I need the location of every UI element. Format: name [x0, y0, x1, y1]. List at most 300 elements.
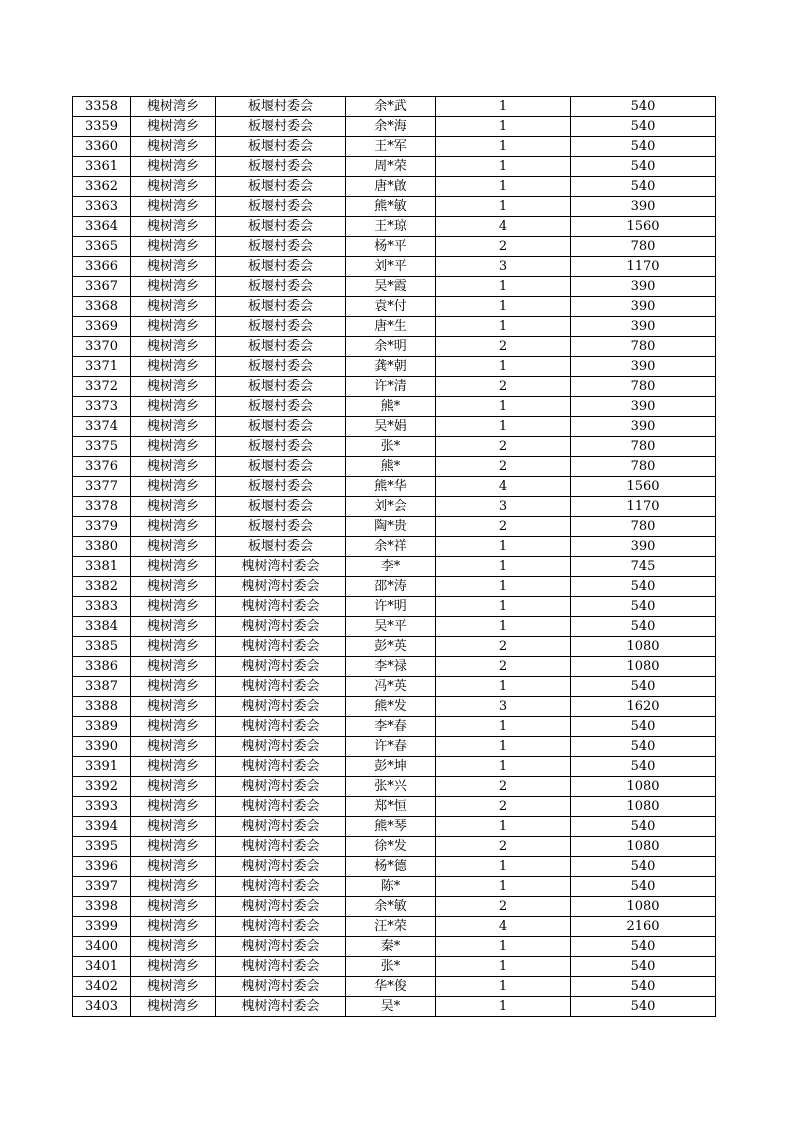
- village-committee-cell: 板堰村委会: [216, 197, 346, 217]
- amount-cell: 1170: [571, 497, 716, 517]
- table-row: [73, 657, 716, 677]
- count-cell: 1: [436, 137, 571, 157]
- amount-cell: 540: [571, 137, 716, 157]
- table-row: [73, 617, 716, 637]
- row-number-cell: 3373: [73, 397, 131, 417]
- row-number-cell: 3381: [73, 557, 131, 577]
- row-number-cell: 3392: [73, 777, 131, 797]
- township-cell: 槐树湾乡: [131, 417, 216, 437]
- name-cell: 许*春: [346, 737, 436, 757]
- amount-cell: 540: [571, 817, 716, 837]
- village-committee-cell: 板堰村委会: [216, 257, 346, 277]
- name-cell: 徐*发: [346, 837, 436, 857]
- township-cell: 槐树湾乡: [131, 977, 216, 997]
- amount-cell: 540: [571, 937, 716, 957]
- row-number-cell: 3393: [73, 797, 131, 817]
- name-cell: 华*俊: [346, 977, 436, 997]
- amount-cell: 540: [571, 857, 716, 877]
- count-cell: 1: [436, 277, 571, 297]
- township-cell: 槐树湾乡: [131, 677, 216, 697]
- township-cell: 槐树湾乡: [131, 697, 216, 717]
- village-committee-cell: 槐树湾村委会: [216, 677, 346, 697]
- amount-cell: 780: [571, 337, 716, 357]
- name-cell: 王*琼: [346, 217, 436, 237]
- row-number-cell: 3375: [73, 437, 131, 457]
- count-cell: 3: [436, 497, 571, 517]
- name-cell: 陈*: [346, 877, 436, 897]
- village-committee-cell: 板堰村委会: [216, 137, 346, 157]
- amount-cell: 780: [571, 237, 716, 257]
- name-cell: 张*: [346, 957, 436, 977]
- row-number-cell: 3388: [73, 697, 131, 717]
- table-row: [73, 957, 716, 977]
- amount-cell: 1170: [571, 257, 716, 277]
- count-cell: 1: [436, 97, 571, 117]
- name-cell: 龚*朝: [346, 357, 436, 377]
- amount-cell: 745: [571, 557, 716, 577]
- name-cell: 熊*发: [346, 697, 436, 717]
- village-committee-cell: 槐树湾村委会: [216, 917, 346, 937]
- village-committee-cell: 板堰村委会: [216, 177, 346, 197]
- table-row: [73, 377, 716, 397]
- count-cell: 1: [436, 857, 571, 877]
- village-committee-cell: 板堰村委会: [216, 457, 346, 477]
- amount-cell: 2160: [571, 917, 716, 937]
- township-cell: 槐树湾乡: [131, 877, 216, 897]
- township-cell: 槐树湾乡: [131, 217, 216, 237]
- name-cell: 李*春: [346, 717, 436, 737]
- table-row: [73, 757, 716, 777]
- count-cell: 1: [436, 677, 571, 697]
- amount-cell: 390: [571, 397, 716, 417]
- amount-cell: 540: [571, 577, 716, 597]
- row-number-cell: 3389: [73, 717, 131, 737]
- table-row: [73, 157, 716, 177]
- township-cell: 槐树湾乡: [131, 137, 216, 157]
- amount-cell: 1080: [571, 897, 716, 917]
- row-number-cell: 3379: [73, 517, 131, 537]
- township-cell: 槐树湾乡: [131, 717, 216, 737]
- name-cell: 郑*恒: [346, 797, 436, 817]
- table-row: [73, 557, 716, 577]
- name-cell: 熊*: [346, 397, 436, 417]
- amount-cell: 540: [571, 957, 716, 977]
- table-row: [73, 357, 716, 377]
- amount-cell: 390: [571, 537, 716, 557]
- row-number-cell: 3365: [73, 237, 131, 257]
- name-cell: 余*明: [346, 337, 436, 357]
- amount-cell: 1620: [571, 697, 716, 717]
- village-committee-cell: 槐树湾村委会: [216, 877, 346, 897]
- count-cell: 2: [436, 657, 571, 677]
- row-number-cell: 3402: [73, 977, 131, 997]
- township-cell: 槐树湾乡: [131, 497, 216, 517]
- village-committee-cell: 槐树湾村委会: [216, 597, 346, 617]
- count-cell: 1: [436, 297, 571, 317]
- table-body: [73, 97, 716, 1017]
- village-committee-cell: 板堰村委会: [216, 297, 346, 317]
- name-cell: 吴*: [346, 997, 436, 1017]
- village-committee-cell: 板堰村委会: [216, 417, 346, 437]
- name-cell: 王*军: [346, 137, 436, 157]
- village-committee-cell: 槐树湾村委会: [216, 757, 346, 777]
- row-number-cell: 3363: [73, 197, 131, 217]
- village-committee-cell: 槐树湾村委会: [216, 697, 346, 717]
- village-committee-cell: 板堰村委会: [216, 217, 346, 237]
- table-row: [73, 877, 716, 897]
- village-committee-cell: 板堰村委会: [216, 537, 346, 557]
- count-cell: 1: [436, 397, 571, 417]
- count-cell: 1: [436, 737, 571, 757]
- amount-cell: 540: [571, 997, 716, 1017]
- amount-cell: 390: [571, 417, 716, 437]
- table-row: [73, 597, 716, 617]
- township-cell: 槐树湾乡: [131, 337, 216, 357]
- count-cell: 2: [436, 637, 571, 657]
- village-committee-cell: 槐树湾村委会: [216, 737, 346, 757]
- count-cell: 1: [436, 417, 571, 437]
- township-cell: 槐树湾乡: [131, 177, 216, 197]
- amount-cell: 540: [571, 177, 716, 197]
- name-cell: 张*: [346, 437, 436, 457]
- count-cell: 1: [436, 957, 571, 977]
- township-cell: 槐树湾乡: [131, 577, 216, 597]
- name-cell: 袁*付: [346, 297, 436, 317]
- name-cell: 唐*生: [346, 317, 436, 337]
- count-cell: 1: [436, 557, 571, 577]
- count-cell: 2: [436, 837, 571, 857]
- township-cell: 槐树湾乡: [131, 157, 216, 177]
- amount-cell: 780: [571, 437, 716, 457]
- count-cell: 2: [436, 797, 571, 817]
- count-cell: 1: [436, 117, 571, 137]
- name-cell: 陶*贵: [346, 517, 436, 537]
- amount-cell: 1080: [571, 777, 716, 797]
- name-cell: 彭*英: [346, 637, 436, 657]
- name-cell: 余*敏: [346, 897, 436, 917]
- row-number-cell: 3395: [73, 837, 131, 857]
- table-row: [73, 417, 716, 437]
- name-cell: 熊*敏: [346, 197, 436, 217]
- name-cell: 周*荣: [346, 157, 436, 177]
- count-cell: 1: [436, 997, 571, 1017]
- township-cell: 槐树湾乡: [131, 397, 216, 417]
- township-cell: 槐树湾乡: [131, 797, 216, 817]
- village-committee-cell: 槐树湾村委会: [216, 957, 346, 977]
- row-number-cell: 3360: [73, 137, 131, 157]
- row-number-cell: 3378: [73, 497, 131, 517]
- table-row: [73, 117, 716, 137]
- village-committee-cell: 槐树湾村委会: [216, 977, 346, 997]
- township-cell: 槐树湾乡: [131, 557, 216, 577]
- count-cell: 2: [436, 457, 571, 477]
- township-cell: 槐树湾乡: [131, 537, 216, 557]
- count-cell: 1: [436, 157, 571, 177]
- row-number-cell: 3370: [73, 337, 131, 357]
- amount-cell: 390: [571, 277, 716, 297]
- name-cell: 吴*平: [346, 617, 436, 637]
- count-cell: 1: [436, 617, 571, 637]
- table-row: [73, 977, 716, 997]
- table-row: [73, 677, 716, 697]
- count-cell: 4: [436, 917, 571, 937]
- row-number-cell: 3366: [73, 257, 131, 277]
- name-cell: 吴*娟: [346, 417, 436, 437]
- amount-cell: 780: [571, 517, 716, 537]
- name-cell: 李*禄: [346, 657, 436, 677]
- township-cell: 槐树湾乡: [131, 917, 216, 937]
- name-cell: 刘*会: [346, 497, 436, 517]
- count-cell: 1: [436, 317, 571, 337]
- count-cell: 1: [436, 177, 571, 197]
- row-number-cell: 3358: [73, 97, 131, 117]
- amount-cell: 1560: [571, 217, 716, 237]
- amount-cell: 390: [571, 297, 716, 317]
- table-row: [73, 217, 716, 237]
- township-cell: 槐树湾乡: [131, 597, 216, 617]
- table-row: [73, 397, 716, 417]
- township-cell: 槐树湾乡: [131, 457, 216, 477]
- row-number-cell: 3396: [73, 857, 131, 877]
- village-committee-cell: 板堰村委会: [216, 397, 346, 417]
- table-row: [73, 637, 716, 657]
- row-number-cell: 3401: [73, 957, 131, 977]
- name-cell: 张*兴: [346, 777, 436, 797]
- table-row: [73, 517, 716, 537]
- name-cell: 秦*: [346, 937, 436, 957]
- amount-cell: 540: [571, 737, 716, 757]
- township-cell: 槐树湾乡: [131, 957, 216, 977]
- township-cell: 槐树湾乡: [131, 777, 216, 797]
- table-row: [73, 737, 716, 757]
- amount-cell: 1560: [571, 477, 716, 497]
- row-number-cell: 3384: [73, 617, 131, 637]
- row-number-cell: 3374: [73, 417, 131, 437]
- township-cell: 槐树湾乡: [131, 757, 216, 777]
- table-row: [73, 337, 716, 357]
- village-committee-cell: 槐树湾村委会: [216, 797, 346, 817]
- row-number-cell: 3397: [73, 877, 131, 897]
- name-cell: 李*: [346, 557, 436, 577]
- township-cell: 槐树湾乡: [131, 857, 216, 877]
- village-committee-cell: 板堰村委会: [216, 377, 346, 397]
- township-cell: 槐树湾乡: [131, 997, 216, 1017]
- village-committee-cell: 槐树湾村委会: [216, 637, 346, 657]
- amount-cell: 1080: [571, 797, 716, 817]
- amount-cell: 780: [571, 377, 716, 397]
- township-cell: 槐树湾乡: [131, 317, 216, 337]
- row-number-cell: 3362: [73, 177, 131, 197]
- township-cell: 槐树湾乡: [131, 817, 216, 837]
- table-row: [73, 537, 716, 557]
- township-cell: 槐树湾乡: [131, 357, 216, 377]
- table-row: [73, 97, 716, 117]
- village-committee-cell: 槐树湾村委会: [216, 897, 346, 917]
- amount-cell: 390: [571, 197, 716, 217]
- count-cell: 1: [436, 937, 571, 957]
- township-cell: 槐树湾乡: [131, 377, 216, 397]
- table-row: [73, 297, 716, 317]
- township-cell: 槐树湾乡: [131, 657, 216, 677]
- row-number-cell: 3400: [73, 937, 131, 957]
- village-committee-cell: 板堰村委会: [216, 497, 346, 517]
- row-number-cell: 3382: [73, 577, 131, 597]
- amount-cell: 1080: [571, 837, 716, 857]
- row-number-cell: 3367: [73, 277, 131, 297]
- village-committee-cell: 槐树湾村委会: [216, 837, 346, 857]
- amount-cell: 540: [571, 617, 716, 637]
- township-cell: 槐树湾乡: [131, 257, 216, 277]
- row-number-cell: 3394: [73, 817, 131, 837]
- table-row: [73, 997, 716, 1017]
- name-cell: 余*海: [346, 117, 436, 137]
- name-cell: 许*明: [346, 597, 436, 617]
- name-cell: 冯*英: [346, 677, 436, 697]
- count-cell: 1: [436, 537, 571, 557]
- township-cell: 槐树湾乡: [131, 297, 216, 317]
- township-cell: 槐树湾乡: [131, 237, 216, 257]
- row-number-cell: 3386: [73, 657, 131, 677]
- count-cell: 1: [436, 197, 571, 217]
- amount-cell: 540: [571, 717, 716, 737]
- name-cell: 熊*琴: [346, 817, 436, 837]
- data-table: [72, 96, 716, 1017]
- amount-cell: 540: [571, 757, 716, 777]
- name-cell: 汪*荣: [346, 917, 436, 937]
- table-row: [73, 137, 716, 157]
- row-number-cell: 3361: [73, 157, 131, 177]
- township-cell: 槐树湾乡: [131, 517, 216, 537]
- count-cell: 1: [436, 577, 571, 597]
- township-cell: 槐树湾乡: [131, 97, 216, 117]
- township-cell: 槐树湾乡: [131, 837, 216, 857]
- village-committee-cell: 板堰村委会: [216, 517, 346, 537]
- row-number-cell: 3390: [73, 737, 131, 757]
- row-number-cell: 3368: [73, 297, 131, 317]
- table-row: [73, 477, 716, 497]
- village-committee-cell: 槐树湾村委会: [216, 777, 346, 797]
- village-committee-cell: 板堰村委会: [216, 317, 346, 337]
- township-cell: 槐树湾乡: [131, 617, 216, 637]
- village-committee-cell: 板堰村委会: [216, 117, 346, 137]
- name-cell: 余*祥: [346, 537, 436, 557]
- count-cell: 1: [436, 817, 571, 837]
- table-row: [73, 857, 716, 877]
- village-committee-cell: 板堰村委会: [216, 357, 346, 377]
- table-row: [73, 257, 716, 277]
- amount-cell: 780: [571, 457, 716, 477]
- table-row: [73, 317, 716, 337]
- name-cell: 杨*德: [346, 857, 436, 877]
- row-number-cell: 3364: [73, 217, 131, 237]
- table-row: [73, 577, 716, 597]
- count-cell: 1: [436, 757, 571, 777]
- count-cell: 2: [436, 337, 571, 357]
- township-cell: 槐树湾乡: [131, 197, 216, 217]
- amount-cell: 540: [571, 97, 716, 117]
- name-cell: 唐*啟: [346, 177, 436, 197]
- name-cell: 邵*涛: [346, 577, 436, 597]
- township-cell: 槐树湾乡: [131, 277, 216, 297]
- row-number-cell: 3399: [73, 917, 131, 937]
- table-row: [73, 797, 716, 817]
- table-row: [73, 177, 716, 197]
- township-cell: 槐树湾乡: [131, 897, 216, 917]
- row-number-cell: 3377: [73, 477, 131, 497]
- table-row: [73, 937, 716, 957]
- village-committee-cell: 板堰村委会: [216, 437, 346, 457]
- count-cell: 1: [436, 597, 571, 617]
- row-number-cell: 3403: [73, 997, 131, 1017]
- village-committee-cell: 槐树湾村委会: [216, 857, 346, 877]
- village-committee-cell: 板堰村委会: [216, 477, 346, 497]
- village-committee-cell: 板堰村委会: [216, 277, 346, 297]
- row-number-cell: 3387: [73, 677, 131, 697]
- table-row: [73, 697, 716, 717]
- table-row: [73, 237, 716, 257]
- count-cell: 2: [436, 237, 571, 257]
- amount-cell: 540: [571, 117, 716, 137]
- table-row: [73, 837, 716, 857]
- row-number-cell: 3371: [73, 357, 131, 377]
- amount-cell: 540: [571, 157, 716, 177]
- township-cell: 槐树湾乡: [131, 437, 216, 457]
- count-cell: 3: [436, 257, 571, 277]
- row-number-cell: 3380: [73, 537, 131, 557]
- row-number-cell: 3391: [73, 757, 131, 777]
- township-cell: 槐树湾乡: [131, 477, 216, 497]
- row-number-cell: 3372: [73, 377, 131, 397]
- table-row: [73, 497, 716, 517]
- row-number-cell: 3398: [73, 897, 131, 917]
- count-cell: 3: [436, 697, 571, 717]
- name-cell: 许*清: [346, 377, 436, 397]
- table-row: [73, 197, 716, 217]
- table-row: [73, 717, 716, 737]
- name-cell: 杨*平: [346, 237, 436, 257]
- amount-cell: 540: [571, 877, 716, 897]
- table-row: [73, 777, 716, 797]
- amount-cell: 1080: [571, 657, 716, 677]
- name-cell: 熊*: [346, 457, 436, 477]
- count-cell: 1: [436, 877, 571, 897]
- count-cell: 4: [436, 217, 571, 237]
- table-row: [73, 437, 716, 457]
- amount-cell: 540: [571, 677, 716, 697]
- village-committee-cell: 板堰村委会: [216, 157, 346, 177]
- township-cell: 槐树湾乡: [131, 637, 216, 657]
- count-cell: 1: [436, 357, 571, 377]
- amount-cell: 1080: [571, 637, 716, 657]
- amount-cell: 540: [571, 977, 716, 997]
- village-committee-cell: 槐树湾村委会: [216, 657, 346, 677]
- name-cell: 刘*平: [346, 257, 436, 277]
- count-cell: 1: [436, 977, 571, 997]
- amount-cell: 390: [571, 317, 716, 337]
- amount-cell: 390: [571, 357, 716, 377]
- village-committee-cell: 板堰村委会: [216, 97, 346, 117]
- count-cell: 2: [436, 377, 571, 397]
- table-row: [73, 897, 716, 917]
- table-row: [73, 817, 716, 837]
- table-row: [73, 457, 716, 477]
- row-number-cell: 3376: [73, 457, 131, 477]
- row-number-cell: 3385: [73, 637, 131, 657]
- table-row: [73, 917, 716, 937]
- village-committee-cell: 槐树湾村委会: [216, 617, 346, 637]
- row-number-cell: 3383: [73, 597, 131, 617]
- village-committee-cell: 槐树湾村委会: [216, 577, 346, 597]
